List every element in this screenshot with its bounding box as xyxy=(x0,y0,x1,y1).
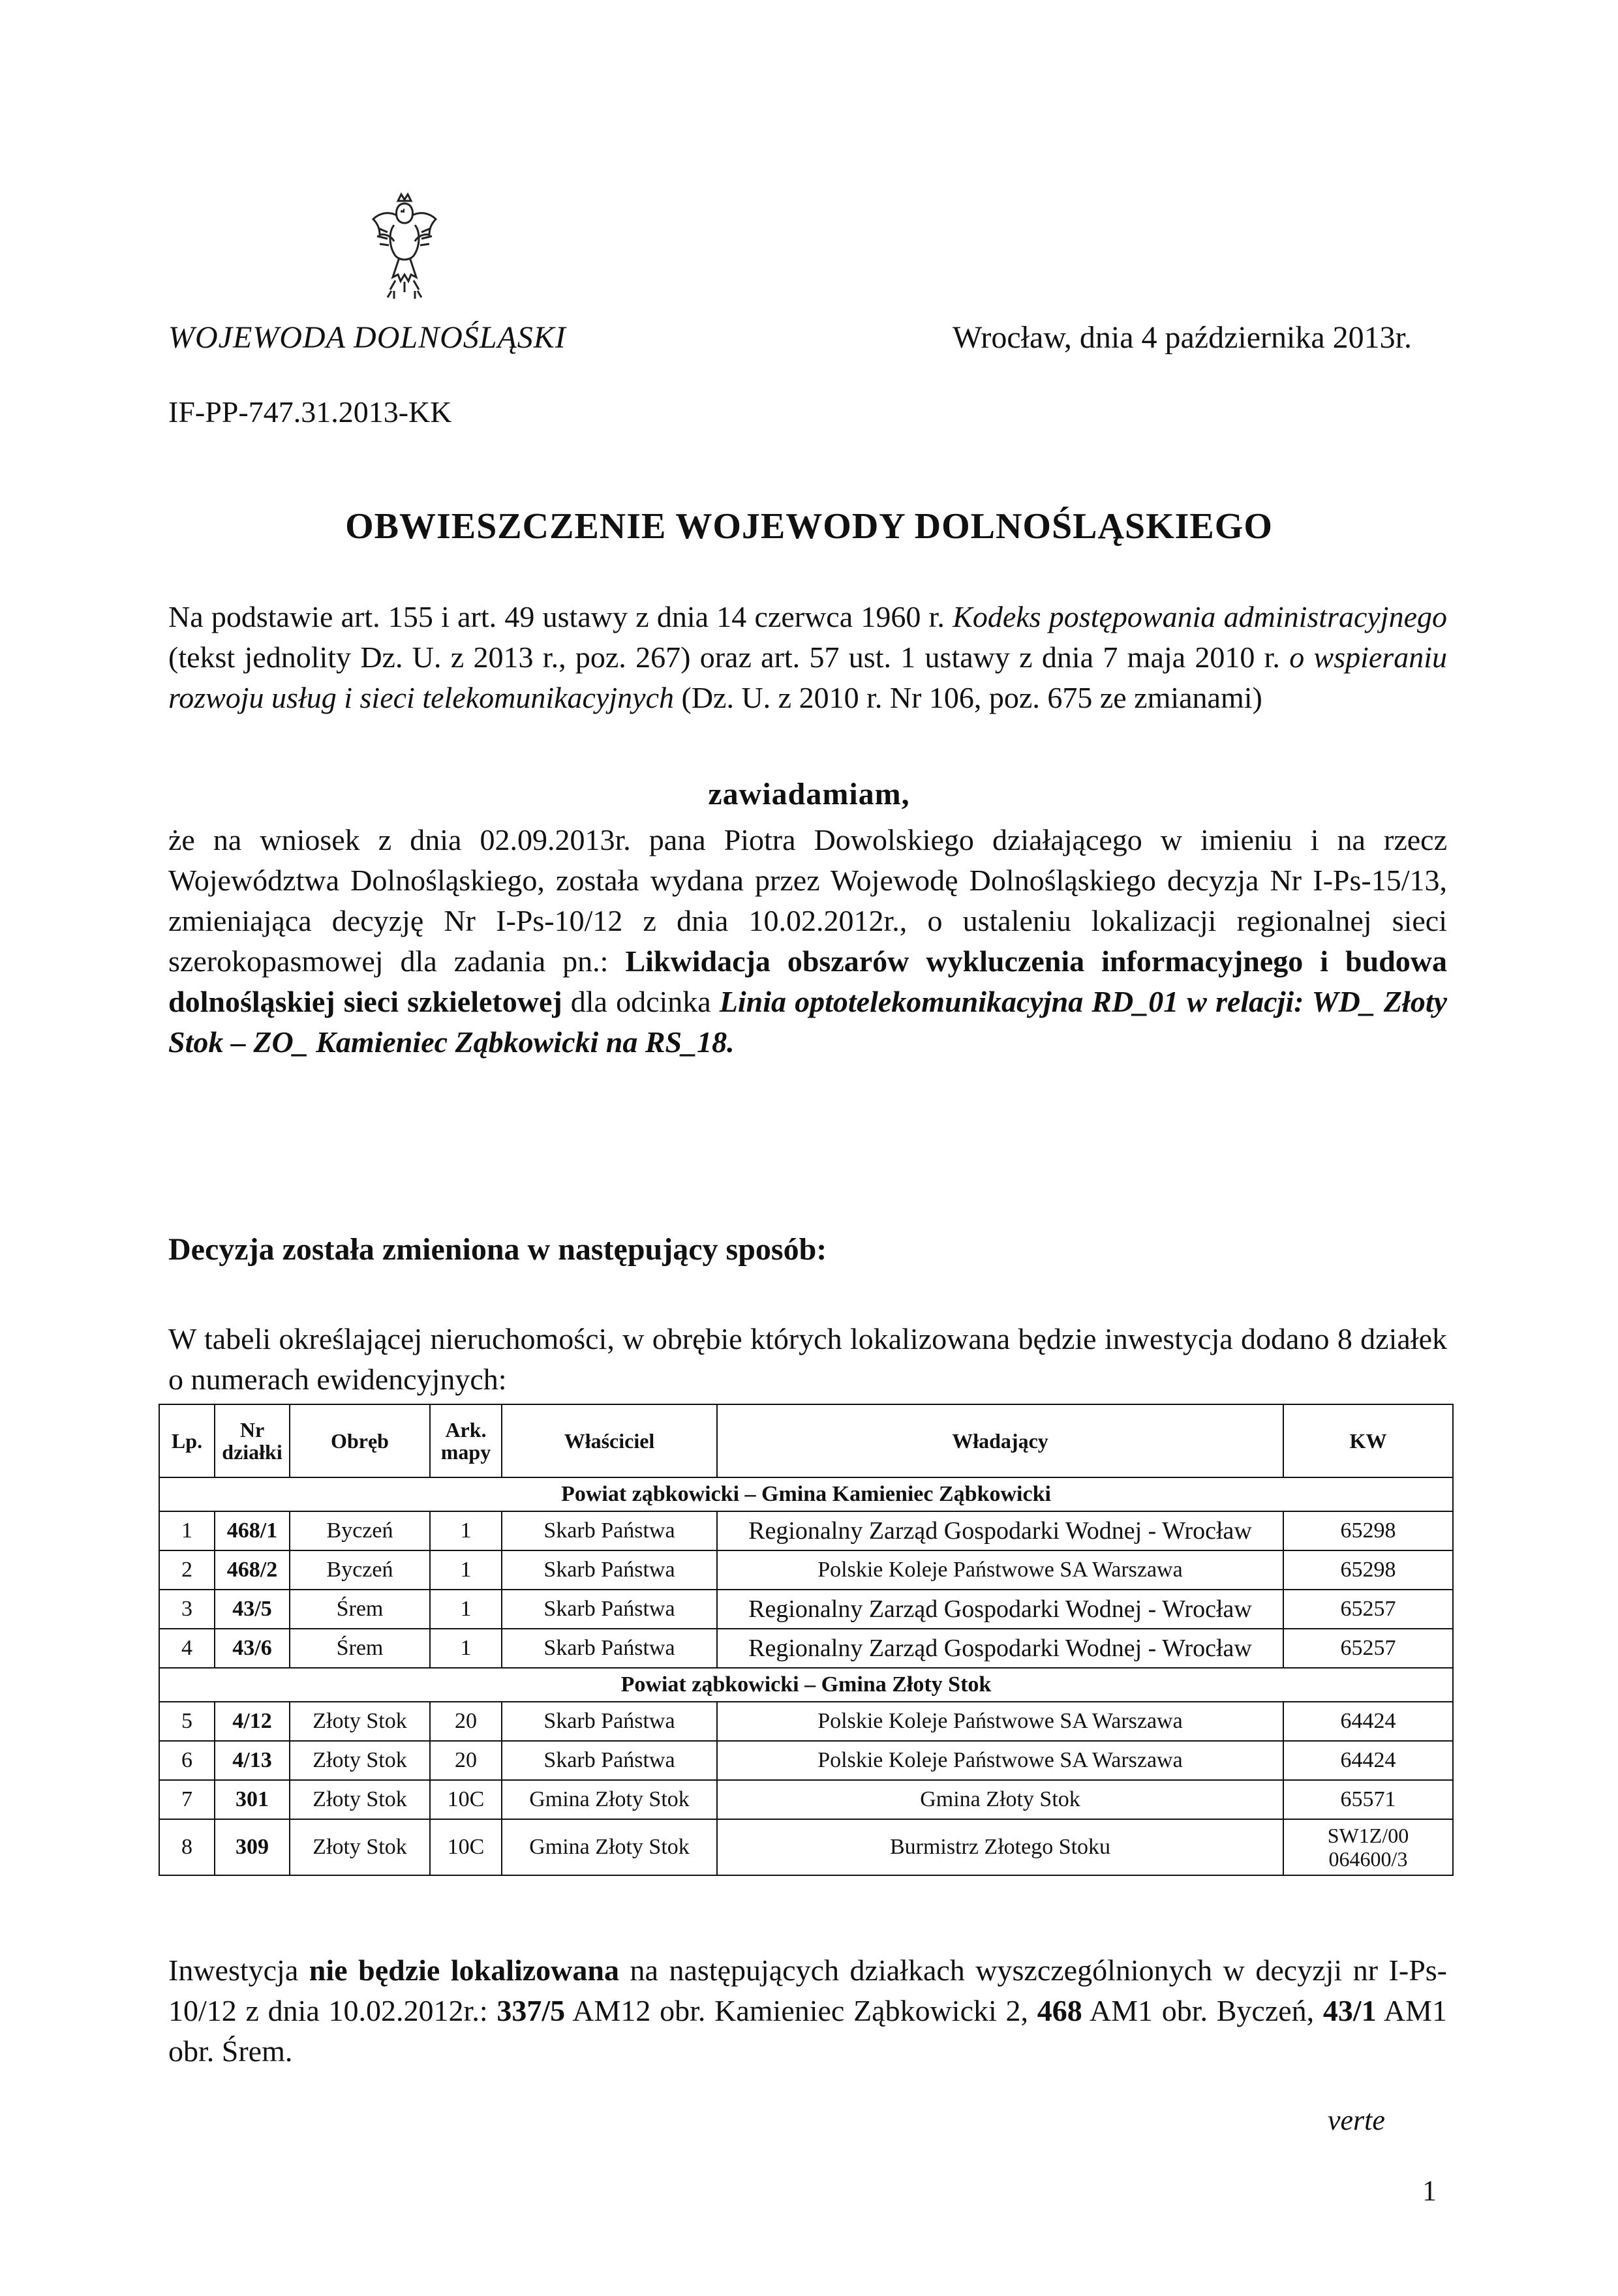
cell-map-sheet: 1 xyxy=(430,1511,502,1550)
table-row xyxy=(159,1741,1453,1780)
cell-lp: 1 xyxy=(159,1511,215,1550)
cell-precinct: Złoty Stok xyxy=(290,1702,430,1741)
cell-precinct: Śrem xyxy=(290,1629,430,1668)
outro-text: AM1 obr. Śrem. xyxy=(168,1994,1447,2068)
kpa-title: Kodeks postępowania administracyjnego xyxy=(953,600,1447,633)
cell-holder: Polskie Koleje Państwowe SA Warszawa xyxy=(717,1702,1283,1741)
cell-holder: Regionalny Zarząd Gospodarki Wodnej - Wrocław xyxy=(717,1629,1283,1668)
cell-land-register: 65257 xyxy=(1283,1590,1453,1629)
legal-basis-text: Na podstawie art. 155 i art. 49 ustawy z dnia 14 czerwca 1960 r. xyxy=(168,600,953,633)
cell-holder: Polskie Koleje Państwowe SA Warszawa xyxy=(717,1550,1283,1590)
cell-land-register: 65298 xyxy=(1283,1511,1453,1550)
cell-land-register xyxy=(1283,1819,1453,1875)
cell-parcel-number: 4/13 xyxy=(215,1741,290,1780)
table-header-row xyxy=(159,1404,1453,1477)
cell-precinct: Byczeń xyxy=(290,1550,430,1590)
cell-precinct: Złoty Stok xyxy=(290,1819,430,1875)
group-label: Powiat ząbkowicki – Gmina Kamieniec Ząbkowicki xyxy=(159,1477,1453,1511)
legal-basis-text: (Dz. U. z 2010 r. Nr 106, poz. 675 ze zmianami) xyxy=(674,681,1262,714)
cell-precinct: Byczeń xyxy=(290,1511,430,1550)
cell-lp: 7 xyxy=(159,1780,215,1819)
legal-basis-text: (tekst jednolity Dz. U. z 2013 r., poz. 267) oraz art. 57 ust. 1 ustawy z dnia 7 maja 2010 r. xyxy=(168,641,1290,674)
table-row xyxy=(159,1702,1453,1741)
table-group-row xyxy=(159,1477,1453,1511)
table-intro-paragraph: W tabeli określającej nieruchomości, w obrębie których lokalizowana będzie inwestycja dodano 8 działek o numerach ewidencyjnych: xyxy=(168,1322,1447,1396)
parcel-number: 468 xyxy=(1037,1994,1082,2027)
document-title: OBWIESZCZENIE WOJEWODY DOLNOŚLĄSKIEGO xyxy=(345,506,1273,547)
cell-map-sheet: 1 xyxy=(430,1590,502,1629)
cell-land-register: 65571 xyxy=(1283,1780,1453,1819)
cell-holder: Regionalny Zarząd Gospodarki Wodnej - Wrocław xyxy=(717,1590,1283,1629)
cell-lp: 2 xyxy=(159,1550,215,1590)
cell-holder: Burmistrz Złotego Stoku xyxy=(717,1819,1283,1875)
cell-lp: 3 xyxy=(159,1590,215,1629)
verte-note: verte xyxy=(1328,2104,1385,2136)
cell-owner: Skarb Państwa xyxy=(502,1702,717,1741)
header-lp: Lp. xyxy=(159,1404,215,1477)
cell-map-sheet: 20 xyxy=(430,1702,502,1741)
parcel-number: 337/5 xyxy=(496,1994,566,2027)
cell-land-register: 65298 xyxy=(1283,1550,1453,1590)
cell-holder: Regionalny Zarząd Gospodarki Wodnej - Wrocław xyxy=(717,1511,1283,1550)
cell-owner: Skarb Państwa xyxy=(502,1511,717,1550)
place-and-date: Wrocław, dnia 4 października 2013r. xyxy=(953,320,1412,355)
cell-precinct: Śrem xyxy=(290,1590,430,1629)
announcement-word: zawiadamiam, xyxy=(708,777,910,811)
cell-lp: 4 xyxy=(159,1629,215,1668)
page-number: 1 xyxy=(1422,2175,1437,2207)
project-name: Likwidacja obszarów wykluczenia informacyjnego i budowa dolnośląskiej sieci szkieletowej xyxy=(168,944,1447,1018)
cell-parcel-number: 43/5 xyxy=(215,1590,290,1629)
outro-text: AM12 obr. Kamieniec Ząbkowicki 2, xyxy=(565,1994,1037,2027)
cell-parcel-number: 301 xyxy=(215,1780,290,1819)
authority-name: WOJEWODA DOLNOŚLĄSKI xyxy=(168,320,566,355)
cell-map-sheet: 20 xyxy=(430,1741,502,1780)
excluded-parcels-paragraph xyxy=(168,1950,1447,2072)
cell-parcel-number: 468/2 xyxy=(215,1550,290,1590)
line-section-name: Linia optotelekomunikacyjna RD_01 w relacji: WD_ Złoty Stok – ZO_ Kamieniec Ząbkowicki na RS_18. xyxy=(168,985,1448,1059)
table-row xyxy=(159,1780,1453,1819)
header-land-register: KW xyxy=(1283,1404,1453,1477)
table-group-row xyxy=(159,1668,1453,1702)
cell-owner: Skarb Państwa xyxy=(502,1550,717,1590)
cell-land-register: 65257 xyxy=(1283,1629,1453,1668)
cell-land-register: 64424 xyxy=(1283,1741,1453,1780)
cell-parcel-number: 4/12 xyxy=(215,1702,290,1741)
outro-text: Inwestycja xyxy=(168,1954,309,1987)
cell-map-sheet: 10C xyxy=(430,1780,502,1819)
cell-owner: Skarb Państwa xyxy=(502,1741,717,1780)
kw-line: 064600/3 xyxy=(1328,1847,1408,1871)
cell-map-sheet: 1 xyxy=(430,1629,502,1668)
telecom-act-title: o wspieraniu rozwoju usług i sieci telekomunikacyjnych xyxy=(168,641,1447,714)
header-holder: Władający xyxy=(717,1404,1283,1477)
cell-parcel-number: 468/1 xyxy=(215,1511,290,1550)
decision-paragraph xyxy=(168,820,1447,1063)
outro-text: AM1 obr. Byczeń, xyxy=(1082,1994,1323,2027)
cell-lp: 8 xyxy=(159,1819,215,1875)
decision-text: że na wniosek z dnia 02.09.2013r. pana Piotra Dowolskiego działającego w imieniu i na rzecz Województwa Dolnośląskiego, została wydana przez Wojewodę Dolnośląskiego decyzja Nr I-Ps-15/13, zmieniająca decyzję Nr I-Ps-10/12 z dnia 10.02.2012r., o ustaleniu lokalizacji regionalnej sieci szerokopasmowej dla zadania pn.: xyxy=(168,823,1447,978)
not-located-phrase: nie będzie lokalizowana xyxy=(309,1954,619,1987)
outro-text: na następujących działkach wyszczególnionych w decyzji nr I-Ps-10/12 z dnia 10.02.2012r.: xyxy=(168,1954,1447,2027)
cell-owner: Skarb Państwa xyxy=(502,1590,717,1629)
table-row xyxy=(159,1590,1453,1629)
changes-heading: Decyzja została zmieniona w następujący sposób: xyxy=(168,1232,827,1267)
table-row xyxy=(159,1550,1453,1590)
cell-map-sheet: 1 xyxy=(430,1550,502,1590)
cell-precinct: Złoty Stok xyxy=(290,1780,430,1819)
reference-number: IF-PP-747.31.2013-KK xyxy=(168,395,452,429)
cell-lp: 6 xyxy=(159,1741,215,1780)
header-precinct: Obręb xyxy=(290,1404,430,1477)
cell-holder: Gmina Złoty Stok xyxy=(717,1780,1283,1819)
table-row xyxy=(159,1511,1453,1550)
header-parcel-number: Nr działki xyxy=(215,1404,290,1477)
parcel-number: 43/1 xyxy=(1322,1994,1377,2027)
table-row xyxy=(159,1629,1453,1668)
cell-owner: Skarb Państwa xyxy=(502,1629,717,1668)
cell-precinct: Złoty Stok xyxy=(290,1741,430,1780)
parcels-table xyxy=(159,1404,1454,1876)
polish-eagle-emblem-icon xyxy=(365,189,444,313)
table-row xyxy=(159,1819,1453,1875)
cell-holder: Polskie Koleje Państwowe SA Warszawa xyxy=(717,1741,1283,1780)
cell-parcel-number: 309 xyxy=(215,1819,290,1875)
legal-basis-paragraph xyxy=(168,597,1447,718)
cell-land-register: 64424 xyxy=(1283,1702,1453,1741)
cell-map-sheet: 10C xyxy=(430,1819,502,1875)
group-label: Powiat ząbkowicki – Gmina Złoty Stok xyxy=(159,1668,1453,1702)
decision-text: dla odcinka xyxy=(562,985,720,1018)
cell-owner: Gmina Złoty Stok xyxy=(502,1780,717,1819)
cell-lp: 5 xyxy=(159,1702,215,1741)
cell-owner: Gmina Złoty Stok xyxy=(502,1819,717,1875)
header-map-sheet: Ark. mapy xyxy=(430,1404,502,1477)
kw-line: SW1Z/00 xyxy=(1327,1824,1409,1847)
header-owner: Właściciel xyxy=(502,1404,717,1477)
cell-parcel-number: 43/6 xyxy=(215,1629,290,1668)
